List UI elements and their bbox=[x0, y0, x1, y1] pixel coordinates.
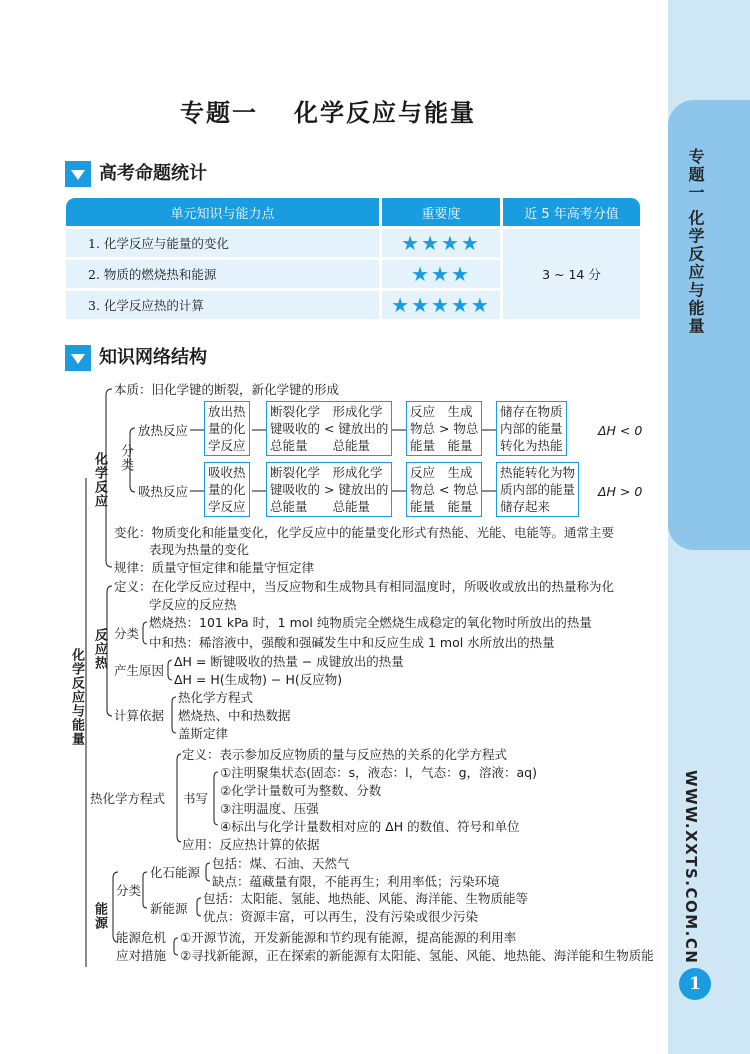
equation-def: 定义：表示参加反应物质的量与反应热的关系的化学方程式 bbox=[182, 747, 508, 762]
chem-label: 化学反应 bbox=[92, 452, 107, 508]
equation-write-label: 书写 bbox=[183, 791, 209, 806]
chem-change-1: 变化：物质变化和能量变化，化学反应中的能量变化形式有热能、光能、电能等。通常主要 bbox=[114, 525, 615, 540]
heat-cause-label: 产生原因 bbox=[114, 663, 165, 678]
table-cell-item: 2. 物质的燃烧热和能源 bbox=[66, 259, 381, 290]
heat-def-2: 学反应的反应热 bbox=[149, 597, 237, 612]
table-header: 近 5 年高考分值 bbox=[502, 198, 641, 228]
table-cell-item: 1. 化学反应与能量的变化 bbox=[66, 228, 381, 259]
table-header: 单元知识与能力点 bbox=[66, 198, 381, 228]
tree-root: 化学反应与能量 bbox=[69, 648, 84, 746]
endo-box-1: 吸收热 量的化 学反应 bbox=[204, 462, 250, 517]
energy-new-1: 包括：太阳能、氢能、地热能、风能、海洋能、生物质能等 bbox=[203, 891, 529, 906]
star-rating: ★★★★★ bbox=[381, 290, 502, 320]
bracket-fossil bbox=[206, 863, 210, 881]
energy-measure-1: ①开源节流，开发新能源和节约现有能源，提高能源的利用率 bbox=[180, 930, 517, 945]
bracket-new bbox=[197, 898, 201, 916]
star-rating: ★★★ bbox=[381, 259, 502, 290]
table-cell-item: 3. 化学反应热的计算 bbox=[66, 290, 381, 320]
exo-box-1: 放出热 量的化 学反应 bbox=[204, 401, 250, 456]
exo-box-2: 断裂化学 形成化学 键吸收的 < 键放出的 总能量 总能量 bbox=[266, 401, 392, 456]
heat-calc-1: 热化学方程式 bbox=[178, 690, 254, 705]
endo-box-2: 断裂化学 形成化学 键吸收的 > 键放出的 总能量 总能量 bbox=[266, 462, 392, 517]
energy-label: 能源 bbox=[92, 902, 107, 930]
energy-crisis-label-2: 应对措施 bbox=[116, 948, 167, 963]
exo-box-4: 储存在物质 内部的能量 转化为热能 bbox=[496, 401, 567, 456]
chem-classify-label: 分类 bbox=[118, 444, 133, 472]
equation-write-3: ③注明温度、压强 bbox=[220, 801, 319, 816]
energy-fossil-2: 缺点：蕴藏量有限，不能再生；利用率低；污染环境 bbox=[212, 874, 500, 889]
heat-neutral: 中和热：稀溶液中，强酸和强碱发生中和反应生成 1 mol 水所放出的热量 bbox=[149, 635, 555, 650]
endo-box-4: 热能转化为物 质内部的能量 储存起来 bbox=[496, 462, 579, 517]
section-stats-label: 高考命题统计 bbox=[99, 163, 207, 184]
energy-fossil-1: 包括：煤、石油、天然气 bbox=[212, 856, 350, 871]
heat-label: 反应热 bbox=[92, 628, 107, 670]
heat-calc-label: 计算依据 bbox=[114, 708, 165, 723]
table-header: 重要度 bbox=[381, 198, 502, 228]
equation-application: 应用：反应热计算的依据 bbox=[182, 837, 320, 852]
equation-label: 热化学方程式 bbox=[90, 791, 166, 806]
star-rating: ★★★★ bbox=[381, 228, 502, 259]
exo-delta-h: ΔH < 0 bbox=[598, 423, 643, 438]
heat-combustion: 燃烧热：101 kPa 时，1 mol 纯物质完全燃烧生成稳定的氧化物时所放出的热量 bbox=[149, 615, 592, 630]
title-part2: 化学反应与能量 bbox=[294, 99, 476, 127]
chem-essence: 本质：旧化学键的断裂，新化学键的形成 bbox=[114, 382, 340, 397]
bracket-write bbox=[214, 772, 218, 825]
exo-box-3: 反应 生成 物总 > 物总 能量 能量 bbox=[406, 401, 482, 456]
heat-cause-2: ΔH = H(生成物) − H(反应物) bbox=[174, 672, 343, 687]
bracket-heat-classify bbox=[143, 622, 147, 644]
side-url: WWW.XXTS.COM.CN bbox=[682, 770, 700, 965]
heat-def-1: 定义：在化学反应过程中，当反应物和生成物具有相同温度时，所吸收或放出的热量称为化 bbox=[114, 579, 615, 594]
bracket-calc bbox=[172, 697, 176, 733]
bracket-energy-classify bbox=[143, 872, 147, 908]
equation-write-1: ①注明聚集状态(固态：s，液态：l，气态：g，溶液：aq) bbox=[220, 765, 537, 780]
heat-classify-label: 分类 bbox=[114, 626, 140, 641]
table-cell-score: 3 ~ 14 分 bbox=[502, 228, 641, 320]
chem-change-2: 表现为热量的变化 bbox=[149, 542, 250, 557]
heat-calc-3: 盖斯定律 bbox=[178, 726, 229, 741]
endo-delta-h: ΔH > 0 bbox=[598, 484, 643, 499]
heat-calc-2: 燃烧热、中和热数据 bbox=[178, 708, 291, 723]
endo-box-3: 反应 生成 物总 < 物总 能量 能量 bbox=[406, 462, 482, 517]
heat-cause-1: ΔH = 断键吸收的热量 − 成键放出的热量 bbox=[174, 654, 404, 669]
energy-classify-label: 分类 bbox=[116, 883, 142, 898]
bracket-cause bbox=[168, 660, 172, 680]
exo-label: 放热反应 bbox=[138, 423, 189, 438]
side-chapter-title: 专题一 化学反应与能量 bbox=[686, 148, 705, 336]
energy-measure-2: ②寻找新能源，正在探索的新能源有太阳能、氢能、风能、地热能、海洋能和生物质能 bbox=[180, 948, 654, 963]
energy-fossil-label: 化石能源 bbox=[150, 865, 201, 880]
bracket-equation bbox=[177, 754, 181, 842]
section-knowledge-label: 知识网络结构 bbox=[99, 347, 207, 368]
bracket-measures bbox=[174, 938, 178, 955]
chem-law: 规律：质量守恒定律和能量守恒定律 bbox=[114, 560, 315, 575]
endo-label: 吸热反应 bbox=[138, 484, 189, 499]
equation-write-2: ②化学计量数可为整数、分数 bbox=[220, 783, 382, 798]
energy-crisis-label-1: 能源危机 bbox=[116, 930, 167, 945]
energy-new-2: 优点：资源丰富，可以再生，没有污染或很少污染 bbox=[203, 909, 479, 924]
energy-new-label: 新能源 bbox=[150, 901, 188, 916]
equation-write-4: ④标出与化学计量数相对应的 ΔH 的数值、符号和单位 bbox=[220, 819, 520, 834]
title-part1: 专题一 bbox=[180, 99, 258, 127]
page-number: 1 bbox=[679, 968, 711, 1000]
